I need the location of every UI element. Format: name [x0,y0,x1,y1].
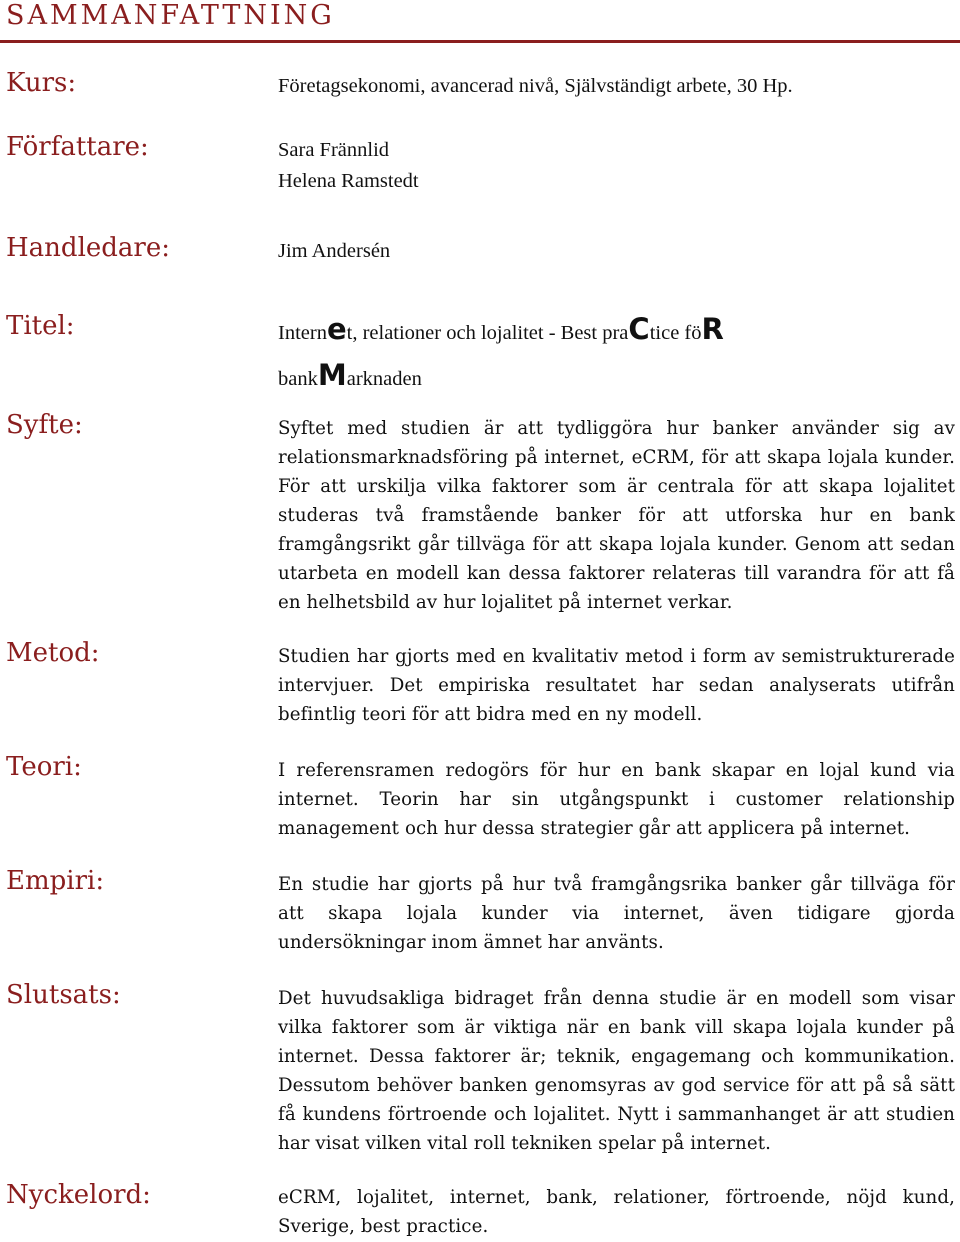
handledare-label: Handledare: [6,233,170,263]
forfattare-label: Författare: [6,132,149,162]
title-part: Intern [278,322,327,344]
title-part: t, relationer och lojalitet - Best pra [346,322,629,344]
kurs-value: Företagsekonomi, avancerad nivå, Självständigt arbete, 30 Hp. [278,75,793,97]
slutsats-text: Det huvudsakliga bidraget från denna studie är en modell som visar vilka faktorer som är viktiga när en bank vill skapa lojala kunder på internet. Dessa faktorer är; teknik, engagemang och kommunikation. Dessutom behöver banken genomsyras av god service för att på så sätt få kundens förtroende och lojalitet. Nytt i sammanhanget är att studien har visat vilken vital roll tekniken spelar på internet. [278,988,955,1154]
empiri-label: Empiri: [6,866,105,896]
titel-value [278,308,955,400]
kurs-label: Kurs: [6,68,77,98]
title-line-2 [278,354,955,400]
metod-label: Metod: [6,638,100,668]
title-line-1 [278,308,955,354]
title-part-decorated: C [628,312,650,346]
nyckelord-text: eCRM, lojalitet, internet, bank, relationer, förtroende, nöjd kund, Sverige, best practice. [278,1187,955,1237]
title-part: tice fö [649,322,702,344]
empiri-text: En studie har gjorts på hur två framgångsrika banker går tillväga för att skapa lojala kunder via internet, även tidigare gjorda undersökningar inom ämnet har använts. [278,874,955,953]
syfte-text: Syftet med studien är att tydliggöra hur banker använder sig av relationsmarknadsföring på internet, eCRM, för att skapa lojala kunder. För att urskilja vilka faktorer som är centrala för att skapa lojalitet studeras två framstående banker för att utforska hur en bank framgångsrikt går tillväga för att skapa lojala kunder. Genom att sedan utarbeta en modell kan dessa faktorer relateras till varandra för att få en helhetsbild av hur lojalitet på internet verkar. [278,418,955,613]
title-part-decorated: e [326,312,347,346]
handledare-value: Jim Andersén [278,240,391,262]
document-title: SAMMANFATTNING [6,0,335,31]
titel-label: Titel: [6,311,75,341]
metod-text: Studien har gjorts med en kvalitativ metod i form av semistrukturerade intervjuer. Det empiriska resultatet har sedan analyserats utifrån befintlig teori för att bidra med en ny modell. [278,646,955,725]
title-part: bank [278,368,318,390]
title-part-decorated: M [317,358,347,392]
teori-text: I referensramen redogörs för hur en bank skapar en lojal kund via internet. Teorin har sin utgångspunkt i customer relationship management och hur dessa strategier går att applicera på internet. [278,760,955,839]
nyckelord-label: Nyckelord: [6,1180,151,1210]
title-divider [0,40,960,43]
author-name: Sara Frännlid [278,139,390,161]
slutsats-label: Slutsats: [6,980,121,1010]
title-part: arknaden [346,368,422,390]
forfattare-value [278,135,955,197]
teori-label: Teori: [6,752,82,782]
author-name: Helena Ramstedt [278,170,419,192]
syfte-label: Syfte: [6,410,83,440]
title-part-decorated: R [701,312,724,346]
